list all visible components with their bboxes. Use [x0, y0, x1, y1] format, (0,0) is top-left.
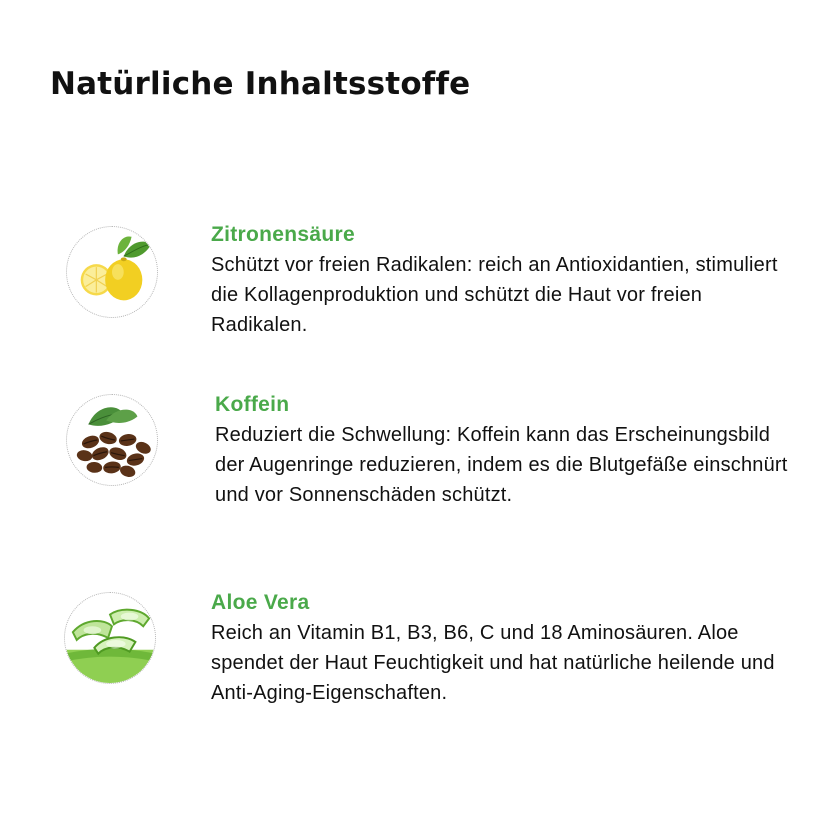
ingredient-description: Schützt vor freien Radikalen: reich an Antioxidantien, stimuliert die Kollagenproduktion und schützt die Haut vor freien Radikalen. — [211, 254, 778, 336]
ingredient-description: Reich an Vitamin B1, B3, B6, C und 18 Aminosäuren. Aloe spendet der Haut Feuchtigkeit und hat natürliche heilende und Anti-Aging-Eigenschaften. — [211, 622, 775, 704]
ingredient-name: Aloe Vera — [211, 591, 310, 614]
ingredient-name: Zitronensäure — [211, 223, 355, 246]
coffee-beans-icon — [66, 394, 158, 486]
lemon-icon — [66, 226, 158, 318]
aloe-vera-icon — [64, 592, 156, 684]
page-title: Natürliche Inhaltsstoffe — [50, 66, 471, 102]
ingredient-description: Reduziert die Schwellung: Koffein kann das Erscheinungsbild der Augenringe reduzieren, indem es die Blutgefäße einschnürt und vor Sonnenschäden schützt. — [215, 424, 788, 506]
ingredient-name: Koffein — [215, 393, 290, 416]
